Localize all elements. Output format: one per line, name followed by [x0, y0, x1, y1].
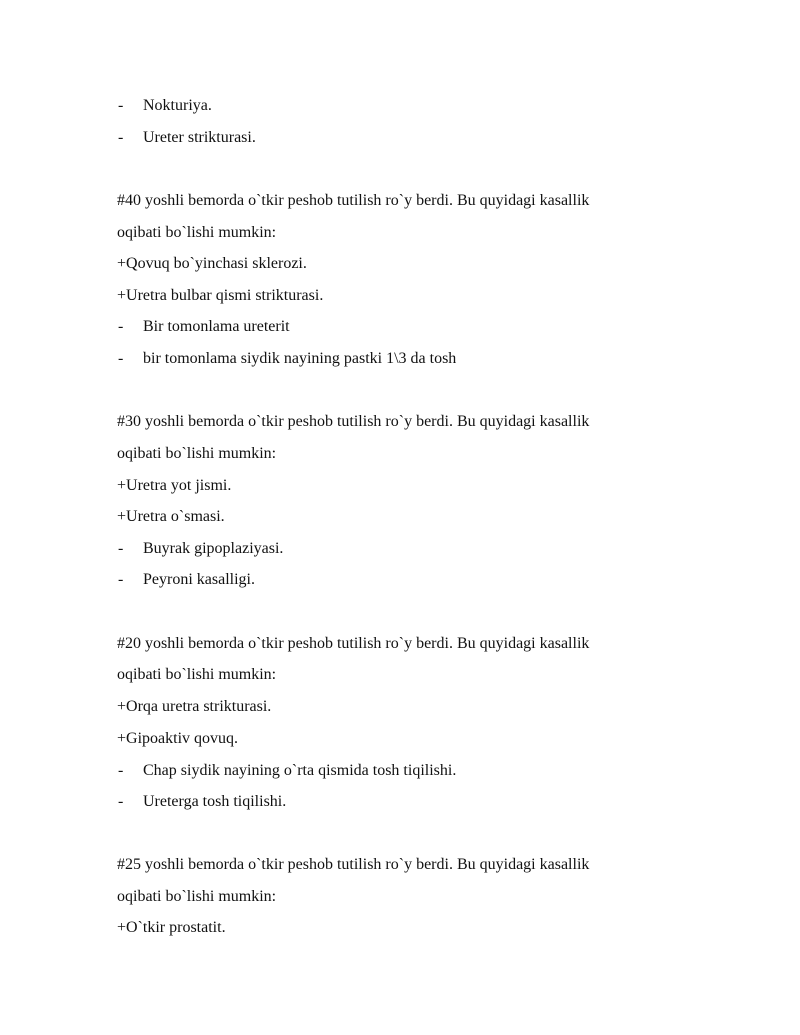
- option-bullet: [118, 761, 456, 781]
- correct-answer: +O`tkir prostatit.: [117, 919, 226, 936]
- option-bullet: [118, 349, 456, 369]
- dash-marker: -: [118, 762, 124, 779]
- question-text: oqibati bo`lishi mumkin:: [117, 445, 277, 462]
- correct-answer: +Orqa uretra strikturasi.: [117, 698, 272, 715]
- option-text: Nokturiya.: [143, 97, 212, 114]
- question-text: #20 yoshli bemorda o`tkir peshob tutilish ro`y berdi. Bu quyidagi kasallik: [117, 635, 590, 652]
- dash-marker: -: [118, 350, 124, 367]
- option-bullet: [118, 570, 255, 590]
- option-text: Buyrak gipoplaziyasi.: [143, 540, 284, 557]
- question-text: #25 yoshli bemorda o`tkir peshob tutilish ro`y berdi. Bu quyidagi kasallik: [117, 856, 590, 873]
- dash-marker: -: [118, 318, 124, 335]
- option-bullet: [118, 128, 256, 148]
- dash-marker: -: [118, 540, 124, 557]
- option-bullet: [118, 317, 290, 337]
- question-text: oqibati bo`lishi mumkin:: [117, 224, 277, 241]
- correct-answer: +Uretra yot jismi.: [117, 477, 232, 494]
- option-text: Ureter strikturasi.: [143, 129, 256, 146]
- option-bullet: [118, 96, 212, 116]
- dash-marker: -: [118, 97, 124, 114]
- dash-marker: -: [118, 571, 124, 588]
- option-text: Peyroni kasalligi.: [143, 571, 255, 588]
- option-text: Bir tomonlama ureterit: [143, 318, 290, 335]
- correct-answer: +Gipoaktiv qovuq.: [117, 730, 239, 747]
- question-text: #30 yoshli bemorda o`tkir peshob tutilish ro`y berdi. Bu quyidagi kasallik: [117, 413, 590, 430]
- question-text: #40 yoshli bemorda o`tkir peshob tutilish ro`y berdi. Bu quyidagi kasallik: [117, 192, 590, 209]
- option-text: bir tomonlama siydik nayining pastki 1\3 da tosh: [143, 350, 457, 367]
- question-text: oqibati bo`lishi mumkin:: [117, 888, 277, 905]
- option-text: Ureterga tosh tiqilishi.: [143, 793, 287, 810]
- question-text: oqibati bo`lishi mumkin:: [117, 666, 277, 683]
- option-bullet: [118, 792, 286, 812]
- option-text: Chap siydik nayining o`rta qismida tosh tiqilishi.: [143, 762, 457, 779]
- dash-marker: -: [118, 793, 124, 810]
- correct-answer: +Uretra o`smasi.: [117, 508, 225, 525]
- dash-marker: -: [118, 129, 124, 146]
- correct-answer: +Qovuq bo`yinchasi sklerozi.: [117, 255, 307, 272]
- correct-answer: +Uretra bulbar qismi strikturasi.: [117, 287, 324, 304]
- option-bullet: [118, 539, 283, 559]
